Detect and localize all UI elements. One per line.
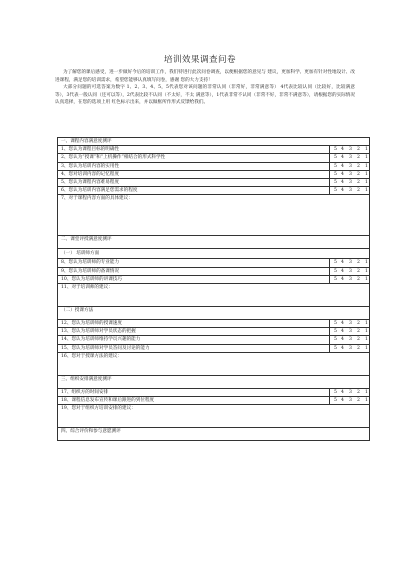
score-option-3[interactable]: 3 [349, 260, 352, 266]
section-1-header [58, 138, 370, 146]
score-option-3[interactable]: 3 [349, 171, 352, 177]
section-2-sub-2 [58, 307, 370, 320]
score-option-1[interactable]: 1 [365, 163, 368, 169]
survey-table [57, 137, 370, 441]
score-option-4[interactable]: 4 [341, 345, 344, 351]
score-option-1[interactable]: 1 [365, 147, 368, 153]
section-3-header-text: 三、组织安排满意度测评 [58, 375, 370, 388]
question-row [58, 179, 370, 187]
question-row [58, 154, 370, 162]
score-options [330, 146, 370, 154]
question-label: 17、组织方的时间安排 [58, 388, 330, 396]
score-options [330, 267, 370, 275]
score-option-3[interactable]: 3 [349, 329, 352, 335]
score-option-5[interactable]: 5 [334, 329, 337, 335]
question-label: 8、您认为培训师的专业能力 [58, 259, 330, 267]
score-option-2[interactable]: 2 [357, 188, 360, 194]
score-option-2[interactable]: 2 [357, 163, 360, 169]
section-4-header [58, 428, 370, 441]
score-option-4[interactable]: 4 [341, 321, 344, 327]
question-row [58, 397, 370, 405]
score-options [330, 170, 370, 178]
score-option-5[interactable]: 5 [334, 268, 337, 274]
question-label: 13、您认为培训师对学员状态的把握 [58, 328, 330, 336]
score-option-1[interactable]: 1 [365, 389, 368, 395]
question-label: 18、课程信息发布宣传和课后跟进的到位程度 [58, 397, 330, 405]
score-option-4[interactable]: 4 [341, 268, 344, 274]
question-row [58, 170, 370, 178]
question-row [58, 336, 370, 344]
section-2-suggestion-2-text: 16、您对于授课方法的建议： [58, 352, 370, 375]
score-options [330, 259, 370, 267]
score-option-3[interactable]: 3 [349, 180, 352, 186]
question-row [58, 320, 370, 328]
score-option-2[interactable]: 2 [357, 147, 360, 153]
score-option-1[interactable]: 1 [365, 180, 368, 186]
score-option-4[interactable]: 4 [341, 337, 344, 343]
score-options [330, 320, 370, 328]
section-4-header-text: 四、综合评价和参与意愿测评 [58, 428, 370, 441]
question-label: 4、您对培训内容的记忆程度 [58, 170, 330, 178]
score-option-3[interactable]: 3 [349, 163, 352, 169]
question-label: 10、您认为培训师的讲课技巧 [58, 275, 330, 283]
score-option-1[interactable]: 1 [365, 155, 368, 161]
section-2-header [58, 236, 370, 249]
score-options [330, 179, 370, 187]
score-option-3[interactable]: 3 [349, 337, 352, 343]
score-option-2[interactable]: 2 [357, 329, 360, 335]
section-1-suggestion-text: 7、对于课程内容方面的具体建议： [58, 195, 370, 236]
score-option-4[interactable]: 4 [341, 171, 344, 177]
section-2-suggestion-1 [58, 284, 370, 307]
question-label: 14、您认为培训师维持学员兴趣的能力 [58, 336, 330, 344]
score-option-5[interactable]: 5 [334, 188, 337, 194]
score-option-1[interactable]: 1 [365, 329, 368, 335]
score-option-5[interactable]: 5 [334, 171, 337, 177]
section-2-header-text: 二、课堂评授满意度测评 [58, 236, 370, 249]
score-option-3[interactable]: 3 [349, 155, 352, 161]
score-option-2[interactable]: 2 [357, 180, 360, 186]
score-option-5[interactable]: 5 [334, 321, 337, 327]
score-option-3[interactable]: 3 [349, 345, 352, 351]
question-row [58, 328, 370, 336]
score-option-4[interactable]: 4 [341, 188, 344, 194]
score-option-5[interactable]: 5 [334, 276, 337, 282]
question-label: 6、您认为培训内容满足您需求的程度 [58, 187, 330, 195]
score-option-3[interactable]: 3 [349, 276, 352, 282]
score-option-1[interactable]: 1 [365, 171, 368, 177]
score-option-5[interactable]: 5 [334, 180, 337, 186]
score-option-4[interactable]: 4 [341, 147, 344, 153]
section-3-header [58, 375, 370, 388]
question-row [58, 388, 370, 396]
score-option-4[interactable]: 4 [341, 329, 344, 335]
question-row [58, 187, 370, 195]
score-option-5[interactable]: 5 [334, 147, 337, 153]
score-options [330, 388, 370, 396]
score-option-3[interactable]: 3 [349, 147, 352, 153]
score-options [330, 328, 370, 336]
score-option-4[interactable]: 4 [341, 398, 344, 404]
score-option-1[interactable]: 1 [365, 260, 368, 266]
question-row [58, 275, 370, 283]
score-option-4[interactable]: 4 [341, 389, 344, 395]
score-option-2[interactable]: 2 [357, 321, 360, 327]
score-option-2[interactable]: 2 [357, 389, 360, 395]
score-option-2[interactable]: 2 [357, 337, 360, 343]
section-2-sub-1-text: （一） 培训师方面 [58, 249, 370, 259]
score-option-5[interactable]: 5 [334, 337, 337, 343]
score-option-5[interactable]: 5 [334, 155, 337, 161]
question-row [58, 344, 370, 352]
score-option-1[interactable]: 1 [365, 276, 368, 282]
score-option-3[interactable]: 3 [349, 188, 352, 194]
score-option-1[interactable]: 1 [365, 337, 368, 343]
intro-paragraph-1: 为了解您的课后感受，进一步做好今后的培训工作，我们特进行此次问卷调查，以便根据您的意见与 建议，更加科学、更加有针对性地设计、改进课程，满足您的培训需求，希望您能够认真填写问卷，感谢 您的大力支持！ [55, 70, 355, 83]
score-option-2[interactable]: 2 [357, 260, 360, 266]
score-option-5[interactable]: 5 [334, 389, 337, 395]
score-option-3[interactable]: 3 [349, 389, 352, 395]
question-row [58, 146, 370, 154]
score-option-3[interactable]: 3 [349, 398, 352, 404]
section-2-sub-1 [58, 249, 370, 259]
section-1-header-text: 一、课程内容满意度测评 [58, 138, 370, 146]
question-label: 2、您认为“授课”和“上机操作”相结合的形式科学性 [58, 154, 330, 162]
question-label: 12、您认为培训师的授课速度 [58, 320, 330, 328]
question-label: 1、您认为课程目标的明确性 [58, 146, 330, 154]
section-2-suggestion-2 [58, 352, 370, 375]
score-option-5[interactable]: 5 [334, 260, 337, 266]
score-option-2[interactable]: 2 [357, 171, 360, 177]
question-row [58, 162, 370, 170]
score-options [330, 162, 370, 170]
score-options [330, 187, 370, 195]
score-option-2[interactable]: 2 [357, 155, 360, 161]
score-option-1[interactable]: 1 [365, 321, 368, 327]
score-option-4[interactable]: 4 [341, 180, 344, 186]
score-option-4[interactable]: 4 [341, 276, 344, 282]
score-option-1[interactable]: 1 [365, 345, 368, 351]
score-options [330, 275, 370, 283]
score-option-4[interactable]: 4 [341, 163, 344, 169]
section-2-sub-2-text: （二）授课方法 [58, 307, 370, 320]
question-label: 9、您认为培训师的备课情况 [58, 267, 330, 275]
score-option-2[interactable]: 2 [357, 345, 360, 351]
intro [55, 69, 355, 107]
question-label: 3、您认为培训内容的实用性 [58, 162, 330, 170]
section-3-suggestion-text: 19、您对于组织方培训安排的建议： [58, 405, 370, 428]
score-options [330, 344, 370, 352]
score-option-2[interactable]: 2 [357, 276, 360, 282]
intro-paragraph-2: 大部分问题的可选答案为数字 1、2、3、4、5，5代表您对该问题的非常认同（非常好，非常满意等） 4代表比较认同（比较好，比较满意等），3代表一般认同（还可以等），2代表比较不认同（不太好，不太 满意等），1代表非常不认同（非常不好，非常不满意等），请根据您的实际情况认真选择，在您的选项上用 红色标示出来，并以做框所作形式反馈给我们。 [55, 85, 355, 106]
score-options [330, 397, 370, 405]
section-1-suggestion [58, 195, 370, 236]
score-option-5[interactable]: 5 [334, 163, 337, 169]
section-2-suggestion-1-text: 11、对于培训师的建议： [58, 284, 370, 307]
question-row [58, 259, 370, 267]
score-option-1[interactable]: 1 [365, 188, 368, 194]
score-option-3[interactable]: 3 [349, 321, 352, 327]
score-option-5[interactable]: 5 [334, 345, 337, 351]
score-option-1[interactable]: 1 [365, 268, 368, 274]
question-row [58, 267, 370, 275]
score-option-1[interactable]: 1 [365, 398, 368, 404]
question-label: 5、您认为课程内容难易程度 [58, 179, 330, 187]
score-option-2[interactable]: 2 [357, 268, 360, 274]
score-options [330, 336, 370, 344]
question-label: 15、您认为培训师对学员答问及讨论的能力 [58, 344, 330, 352]
score-option-4[interactable]: 4 [341, 155, 344, 161]
section-3-suggestion [58, 405, 370, 428]
score-option-5[interactable]: 5 [334, 398, 337, 404]
score-option-2[interactable]: 2 [357, 398, 360, 404]
score-option-3[interactable]: 3 [349, 268, 352, 274]
score-option-4[interactable]: 4 [341, 260, 344, 266]
score-options [330, 154, 370, 162]
page-title: 培训效果调查问卷 [163, 55, 236, 65]
